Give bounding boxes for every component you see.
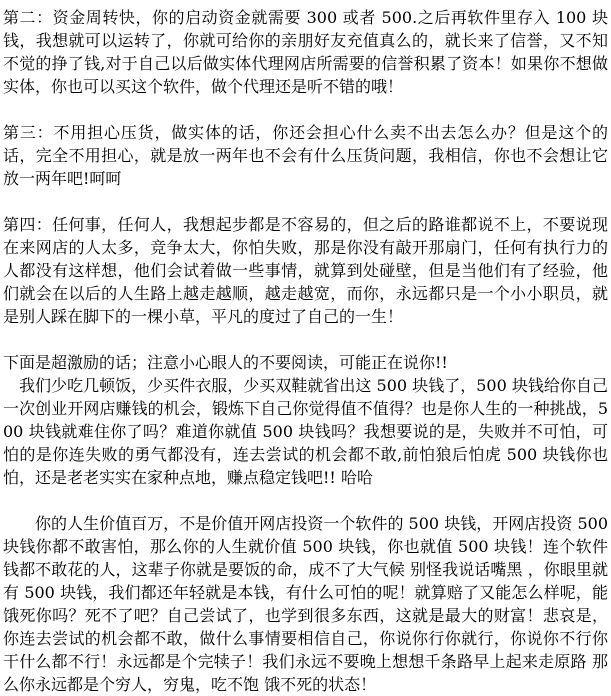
paragraph-motivation-warning: 下面是超激励的话；注意小心眼人的不要阅读，可能正在说你!! <box>3 353 448 372</box>
paragraph-point-four: 第四：任何事，任何人，我想起步都是不容易的，但之后的路谁都说不上，不要说现在来网店的人太多，竞争太大，你怕失败，那是你没有敲开那扇门，任何有执行力的人都没有这样想，他们会试着做一些事情，就算到处碰壁，但是当他们有了经验，他们就会在以后的人生路上越走越顺，越走越宽，而你，永远都只是一个小小职员，就是别人踩在脚下的一棵小草，平凡的度过了自己的一生！ <box>3 215 608 326</box>
paragraph-motivation-save-money: 我们少吃几顿饭，少买件衣服，少买双鞋就省出这 500 块钱了，500 块钱给你自己一次创业开网店赚钱的机会，锻炼下自己你觉得值不值得？也是你人生的一种挑战，500 块钱就难住你了吗？难道你就值 500 块钱吗？我想要说的是，失败并不可怕，可怕的是你连失败的勇气都没有，连去尝试的机会都不敢,前怕狼后怕虎 500 块钱你也怕，还是老老实实在家种点地，赚点稳定钱吧!! 哈哈 <box>3 376 608 487</box>
paragraph-point-two: 第二：资金周转快，你的启动资金就需要 300 或者 500.之后再软件里存入 100 块钱，我想就可以运转了，你就可给你的亲朋好友充值真么的，就长来了信誉，又不知不觉的挣了钱,对于自己以后做实体代理网店所需要的信誉积累了资本！如果你不想做实体，你也可以买这个软件，做个代理还是听不错的哦！ <box>3 8 608 96</box>
paragraph-point-three: 第三：不用担心压货，做实体的话，你还会担心什么卖不出去怎么办？但是这个的话，完全不用担心，就是放一两年也不会有什么压货问题，我相信，你也不会想让它放一两年吧!呵呵 <box>3 123 608 188</box>
paragraph-motivation-life-value: 你的人生价值百万，不是价值开网店投资一个软件的 500 块钱，开网店投资 500 块钱你都不敢害怕，那么你的人生就价值 500 块钱，你也就值 500 块钱！连个软件钱都不敢花的人，这辈子你就是要饭的命，成不了大气候 别怪我说话嘴黑 ，你眼里就有 500 块钱，我们都还年轻就是本钱，有什么可怕的呢！就算赔了又能怎么样呢，能饿死你吗？死不了吧？自己尝试了，也学到很多东西，这就是最大的财富！悲哀是，你连去尝试的机会都不敢，做什么事情要相信自己，你说你行你就行，你说你不行你干什么都不行！永远都是个完犊子！我们永远不要晚上想想千条路早上起来走原路 那么你永远都是个穷人，穷鬼，吃不饱 饿不死的状态！ <box>3 514 608 694</box>
